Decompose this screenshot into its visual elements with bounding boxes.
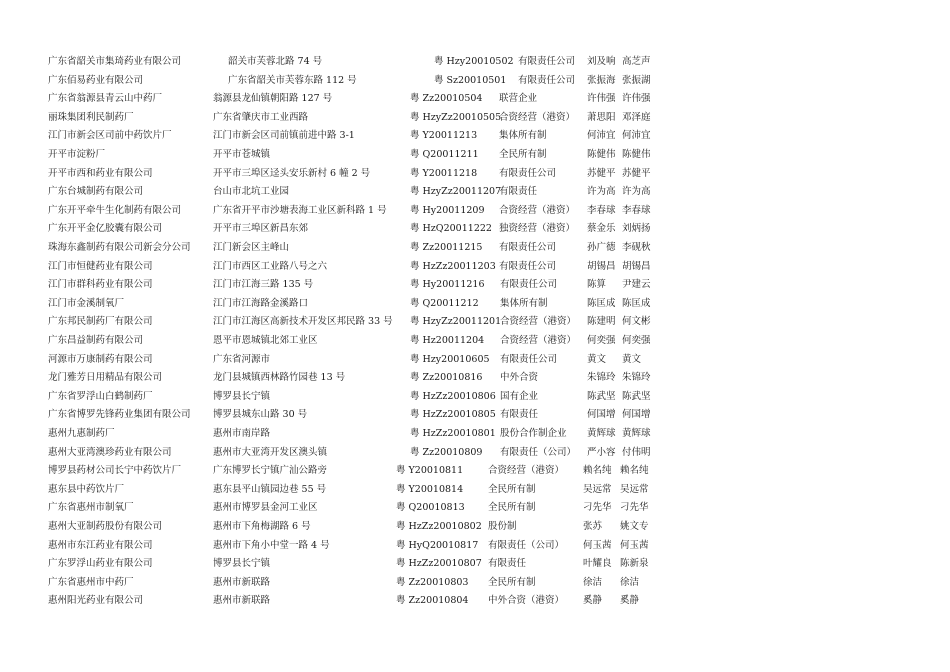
company-address: 翁源县龙仙镇朝阳路 127 号 — [213, 93, 333, 105]
enterprise-type: 中外合资（港资） — [488, 595, 565, 607]
enterprise-type: 有限责任公司 — [499, 260, 557, 272]
company-address: 惠州市新联路 — [213, 576, 271, 588]
license-number: 粤 Y20011218 — [410, 167, 478, 179]
license-number: 粤 HzZz20010805 — [410, 409, 496, 421]
registry-row — [0, 446, 950, 460]
company-name: 广东昌益制药有限公司 — [48, 335, 144, 346]
legal-representative: 陈建明 — [587, 316, 616, 328]
license-number: 粤 Hy20011209 — [410, 204, 485, 216]
company-address: 韶关市芙蓉北路 74 号 — [228, 56, 323, 67]
legal-representative: 刁先华 — [583, 502, 612, 514]
company-address: 江门市江海路金溪路口 — [213, 297, 309, 309]
license-number: 粤 Hy20011216 — [410, 279, 485, 291]
company-name: 广东省罗浮山白鹤制药厂 — [48, 390, 153, 402]
responsible-person: 吴远常 — [620, 483, 649, 495]
responsible-person: 李春球 — [622, 204, 651, 216]
registry-row — [0, 427, 950, 441]
license-number: 粤 Y20010811 — [396, 465, 464, 477]
company-name: 博罗县药材公司长宁中药饮片厂 — [48, 465, 182, 477]
legal-representative: 陈健伟 — [587, 149, 616, 160]
company-address: 开平市三埠区新昌东郊 — [213, 223, 309, 235]
company-name: 开平市西和药业有限公司 — [48, 167, 153, 179]
license-number: 粤 Y20011213 — [410, 130, 478, 142]
company-name: 广东佰易药业有限公司 — [48, 74, 144, 86]
responsible-person: 何沛宜 — [622, 130, 651, 142]
responsible-person: 张振湖 — [622, 74, 651, 86]
legal-representative: 许伟强 — [587, 93, 616, 105]
registry-row — [0, 334, 950, 348]
license-number: 粤 HyQ20010817 — [396, 539, 479, 551]
enterprise-type: 合资经营（港资） — [500, 316, 577, 328]
legal-representative: 萧思阳 — [587, 111, 616, 123]
responsible-person: 付伟明 — [622, 446, 651, 458]
legal-representative: 苏健平 — [587, 167, 616, 179]
company-name: 珠海东鑫制药有限公司新会分公司 — [48, 242, 191, 253]
responsible-person: 奚静 — [620, 595, 640, 607]
responsible-person: 何奕强 — [622, 335, 651, 346]
enterprise-type: 有限责任公司 — [500, 279, 558, 291]
responsible-person: 陈匡成 — [622, 297, 651, 309]
company-address: 开平市三埠区迳头安乐新村 6 幢 2 号 — [213, 167, 371, 179]
legal-representative: 严小容 — [587, 446, 616, 458]
company-name: 广东省博罗先锋药业集团有限公司 — [48, 409, 191, 421]
enterprise-type: 有限责任公司 — [518, 56, 576, 67]
license-number: 粤 Q20011212 — [410, 297, 479, 309]
company-name: 广东邦民制药厂有限公司 — [48, 316, 153, 328]
legal-representative: 蔡金乐 — [587, 223, 616, 235]
license-number: 粤 HzyZz20011201 — [410, 316, 502, 328]
company-address: 江门市江海三路 135 号 — [213, 279, 314, 291]
registry-row — [0, 371, 950, 385]
license-number: 粤 HzZz20010802 — [396, 521, 482, 532]
registry-row — [0, 111, 950, 125]
responsible-person: 陈新泉 — [620, 558, 649, 570]
company-address: 惠东县平山镇园边巷 55 号 — [213, 483, 327, 495]
company-address: 博罗县长宁镇 — [213, 390, 271, 402]
enterprise-type: 有限责任 — [499, 186, 538, 198]
registry-row — [0, 520, 950, 534]
legal-representative: 何沛宜 — [587, 130, 616, 142]
legal-representative: 张振海 — [587, 74, 616, 86]
company-name: 龙门雅芳日用精品有限公司 — [48, 372, 163, 384]
responsible-person: 邓泽庭 — [622, 111, 651, 123]
company-name: 惠东县中药饮片厂 — [48, 483, 125, 495]
legal-representative: 胡锡昌 — [587, 260, 616, 272]
company-name: 广东省韶关市集琦药业有限公司 — [48, 56, 182, 67]
registry-row — [0, 278, 950, 292]
company-address: 惠州市下角小中堂一路 4 号 — [213, 539, 330, 551]
responsible-person: 陈武坚 — [622, 390, 651, 402]
responsible-person: 高芝声 — [622, 56, 651, 67]
responsible-person: 刘炳扬 — [622, 223, 651, 235]
responsible-person: 刁先华 — [620, 502, 649, 514]
license-number: 粤 Q20010813 — [396, 502, 465, 514]
legal-representative: 陈匡成 — [587, 297, 616, 309]
company-address: 广东省韶关市芙蓉东路 112 号 — [228, 74, 357, 86]
legal-representative: 何国增 — [587, 409, 616, 421]
company-name: 江门市恒健药业有限公司 — [48, 260, 153, 272]
license-number: 粤 Sz20010501 — [434, 74, 507, 86]
registry-row — [0, 92, 950, 106]
legal-representative: 刘及响 — [587, 56, 616, 67]
company-name: 开平市淀粉厂 — [48, 149, 106, 160]
legal-representative: 陈算 — [587, 279, 607, 291]
company-name: 丽珠集团利民制药厂 — [48, 111, 134, 123]
license-number: 粤 Zz20010816 — [410, 372, 483, 384]
legal-representative: 吴远常 — [583, 483, 612, 495]
responsible-person: 朱锦玲 — [622, 372, 651, 384]
enterprise-type: 全民所有制 — [488, 483, 536, 495]
registry-row — [0, 167, 950, 181]
responsible-person: 尹建云 — [622, 279, 651, 291]
enterprise-type: 有限责任公司 — [518, 74, 576, 86]
company-address: 江门市江海区高新技术开发区邦民路 33 号 — [213, 316, 393, 328]
legal-representative: 叶耀良 — [583, 558, 612, 570]
responsible-person: 胡锡昌 — [622, 260, 651, 272]
license-number: 粤 Zz20010504 — [410, 93, 483, 105]
responsible-person: 姚文专 — [620, 521, 649, 532]
registry-row — [0, 55, 950, 69]
company-name: 惠州阳光药业有限公司 — [48, 595, 144, 607]
legal-representative: 李春球 — [587, 204, 616, 216]
company-name: 惠州大亚湾澳珍药业有限公司 — [48, 446, 172, 458]
legal-representative: 奚静 — [583, 595, 603, 607]
company-address: 江门市西区工业路八号之六 — [213, 260, 328, 272]
registry-row — [0, 260, 950, 274]
enterprise-type: 集体所有制 — [499, 130, 547, 142]
company-name: 江门市群科药业有限公司 — [48, 279, 153, 291]
enterprise-type: 合资经营（港资） — [500, 335, 577, 346]
company-name: 惠州市东江药业有限公司 — [48, 539, 153, 551]
registry-row — [0, 594, 950, 608]
company-address: 惠州市博罗县金河工业区 — [213, 502, 318, 514]
enterprise-type: 有限责任公司 — [500, 353, 558, 365]
company-name: 河源市万康制药有限公司 — [48, 353, 153, 365]
license-number: 粤 HzyZz20011207 — [410, 186, 502, 198]
responsible-person: 苏健平 — [622, 167, 651, 179]
registry-row — [0, 353, 950, 367]
responsible-person: 黄文 — [622, 353, 642, 365]
legal-representative: 何玉茜 — [583, 539, 612, 551]
responsible-person: 何玉茜 — [620, 539, 649, 551]
enterprise-type: 股份制 — [488, 521, 517, 532]
registry-row — [0, 297, 950, 311]
registry-row — [0, 557, 950, 571]
responsible-person: 陈健伟 — [622, 149, 651, 160]
company-name: 惠州大亚制药股份有限公司 — [48, 521, 163, 532]
legal-representative: 赖名纯 — [583, 465, 612, 477]
enterprise-type: 合资经营（港资） — [499, 111, 576, 123]
enterprise-type: 国有企业 — [500, 390, 539, 402]
license-number: 粤 Zz20010804 — [396, 595, 469, 607]
license-number: 粤 HzZz20011203 — [410, 260, 496, 272]
legal-representative: 朱锦玲 — [587, 372, 616, 384]
license-number: 粤 Y20010814 — [396, 483, 464, 495]
legal-representative: 何奕强 — [587, 335, 616, 346]
enterprise-type: 全民所有制 — [499, 149, 547, 160]
company-address: 博罗县城东山路 30 号 — [213, 409, 308, 421]
company-name: 广东开平牵牛生化制药有限公司 — [48, 204, 182, 216]
company-address: 惠州市南岸路 — [213, 428, 271, 439]
registry-row — [0, 408, 950, 422]
company-address: 惠州市新联路 — [213, 595, 271, 607]
company-name: 惠州九惠制药厂 — [48, 428, 115, 439]
license-number: 粤 HzZz20010801 — [410, 428, 496, 439]
company-address: 博罗县长宁镇 — [213, 558, 271, 570]
registry-row — [0, 241, 950, 255]
enterprise-type: 有限责任（公司） — [488, 539, 565, 551]
enterprise-type: 独资经营（港资） — [499, 223, 576, 235]
company-address: 广东博罗长宁镇广汕公路旁 — [213, 465, 328, 477]
company-address: 广东省河源市 — [213, 353, 271, 365]
enterprise-type: 联营企业 — [499, 93, 538, 105]
license-number: 粤 Q20011211 — [410, 149, 479, 160]
license-number: 粤 Hzy20010502 — [434, 56, 514, 67]
company-address: 恩平市恩城镇北郊工业区 — [213, 335, 318, 346]
registry-row — [0, 576, 950, 590]
company-name: 广东省惠州市中药厂 — [48, 576, 134, 588]
registry-row — [0, 74, 950, 88]
license-number: 粤 HzZz20010807 — [396, 558, 482, 570]
license-number: 粤 HzQ20011222 — [410, 223, 492, 235]
registry-row — [0, 501, 950, 515]
company-address: 江门新会区主峰山 — [213, 242, 290, 253]
responsible-person: 徐洁 — [620, 576, 640, 588]
company-name: 广东省惠州市制氧厂 — [48, 502, 134, 514]
enterprise-type: 全民所有制 — [488, 576, 536, 588]
legal-representative: 陈武坚 — [587, 390, 616, 402]
enterprise-type: 合资经营（港资） — [499, 204, 576, 216]
enterprise-type: 全民所有制 — [488, 502, 536, 514]
company-name: 广东省翁源县青云山中药厂 — [48, 93, 163, 105]
registry-row — [0, 464, 950, 478]
company-address: 广东省开平市沙塘表海工业区新科路 1 号 — [213, 204, 387, 216]
company-name: 江门市金溪制氧厂 — [48, 297, 125, 309]
registry-row — [0, 315, 950, 329]
company-name: 江门市新会区司前中药饮片厂 — [48, 130, 172, 142]
registry-row — [0, 222, 950, 236]
license-number: 粤 Zz20010809 — [410, 446, 483, 458]
enterprise-type: 有限责任 — [488, 558, 527, 570]
legal-representative: 孙广德 — [587, 242, 616, 253]
responsible-person: 许伟强 — [622, 93, 651, 105]
enterprise-type: 集体所有制 — [500, 297, 548, 309]
license-number: 粤 Hzy20010605 — [410, 353, 490, 365]
enterprise-type: 有限责任公司 — [499, 242, 557, 253]
company-name: 广东台城制药有限公司 — [48, 186, 144, 198]
registry-row — [0, 204, 950, 218]
responsible-person: 李砚秋 — [622, 242, 651, 253]
company-address: 龙门县城镇西林路竹园巷 13 号 — [213, 372, 346, 384]
company-address: 惠州市大亚湾开发区澳头镇 — [213, 446, 328, 458]
enterprise-type: 合资经营（港资） — [488, 465, 565, 477]
company-address: 惠州市下角梅湖路 6 号 — [213, 521, 311, 532]
enterprise-type: 有限责任公司 — [499, 167, 557, 179]
responsible-person: 许为高 — [622, 186, 651, 198]
company-name: 广东罗浮山药业有限公司 — [48, 558, 153, 570]
legal-representative: 徐洁 — [583, 576, 603, 588]
company-name: 广东开平金亿胶囊有限公司 — [48, 223, 163, 235]
registry-row — [0, 539, 950, 553]
registry-row — [0, 390, 950, 404]
responsible-person: 何文彬 — [622, 316, 651, 328]
enterprise-type: 中外合资 — [500, 372, 539, 384]
company-address: 开平市苍城镇 — [213, 149, 271, 160]
responsible-person: 何国增 — [622, 409, 651, 421]
license-number: 粤 Zz20011215 — [410, 242, 483, 253]
license-number: 粤 Zz20010803 — [396, 576, 469, 588]
company-address: 台山市北坑工业园 — [213, 186, 290, 198]
license-number: 粤 HzZz20010806 — [410, 390, 496, 402]
company-address: 江门市新会区司前镇前进中路 3-1 — [213, 130, 355, 142]
company-address: 广东省肇庆市工业西路 — [213, 111, 309, 123]
registry-row — [0, 483, 950, 497]
registry-row — [0, 129, 950, 143]
enterprise-type: 有限责任 — [500, 409, 539, 421]
license-number: 粤 HzyZz20010505 — [410, 111, 502, 123]
legal-representative: 许为高 — [587, 186, 616, 198]
legal-representative: 张苏 — [583, 521, 603, 532]
registry-row — [0, 185, 950, 199]
registry-row — [0, 148, 950, 162]
responsible-person: 黄辉球 — [622, 428, 651, 439]
legal-representative: 黄辉球 — [587, 428, 616, 439]
enterprise-type: 有限责任（公司） — [500, 446, 577, 458]
responsible-person: 赖名纯 — [620, 465, 649, 477]
license-number: 粤 Hz20011204 — [410, 335, 485, 346]
enterprise-type: 股份合作制企业 — [500, 428, 567, 439]
legal-representative: 黄文 — [587, 353, 607, 365]
